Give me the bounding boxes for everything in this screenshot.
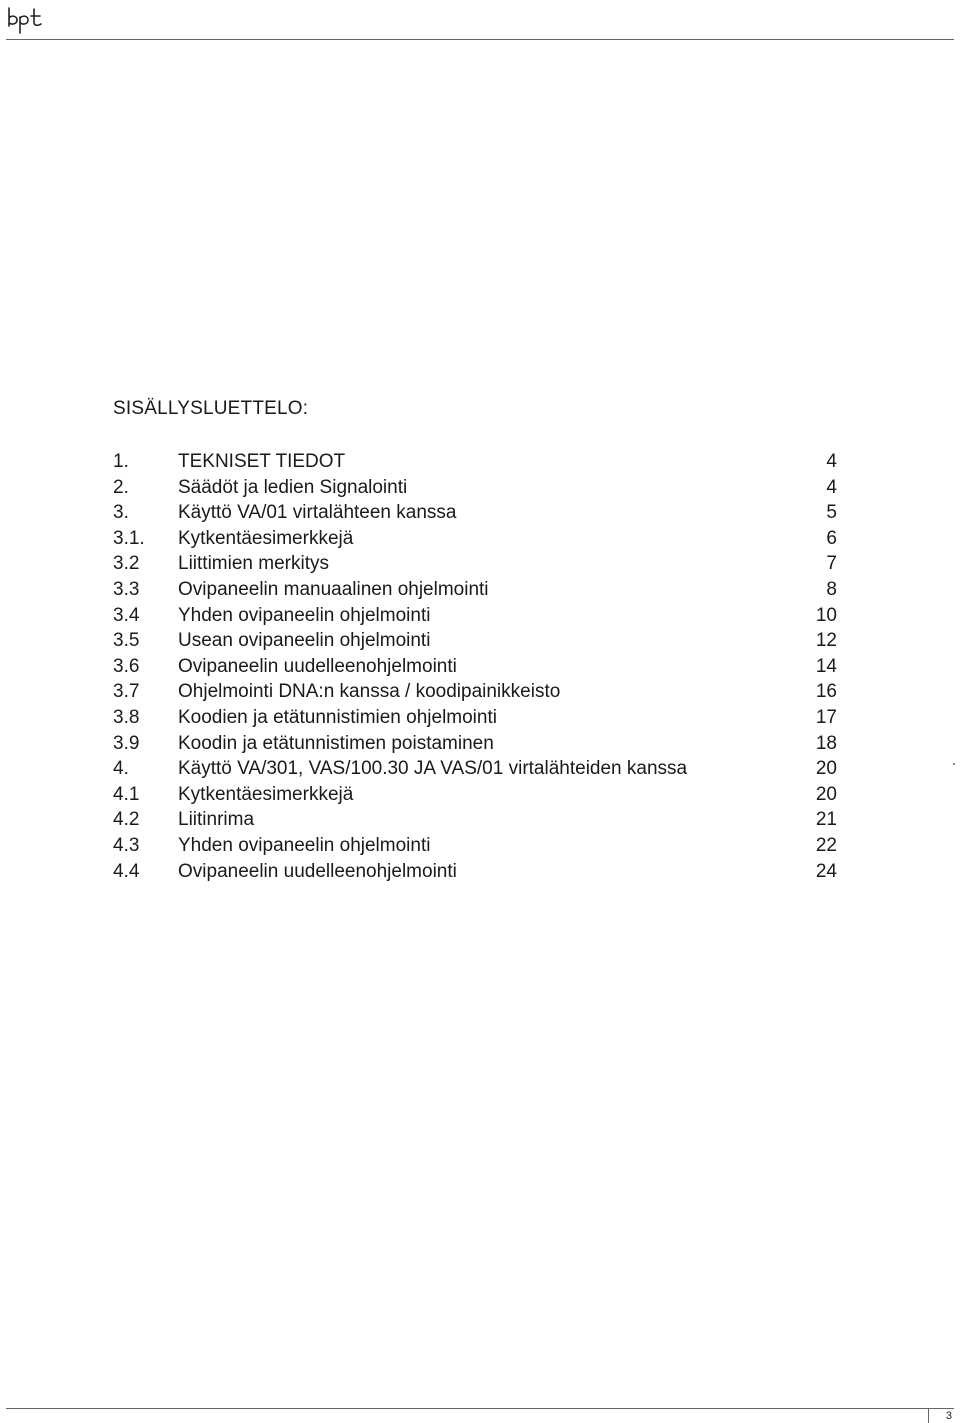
toc-entry-label: Käyttö VA/301, VAS/100.30 JA VAS/01 virtalähteiden kanssa (178, 758, 688, 780)
toc-entry (113, 705, 843, 731)
toc-entry-number: 3.5 (113, 630, 140, 652)
bpt-logo (6, 4, 46, 38)
toc-entry-page: 7 (826, 553, 837, 575)
toc-entry-label: Usean ovipaneelin ohjelmointi (178, 630, 431, 652)
toc-entry-page: 6 (826, 527, 837, 549)
toc-entry-number: 3.4 (113, 604, 140, 626)
toc-entry (113, 654, 843, 680)
toc-entry (113, 603, 843, 629)
toc-entry-page: 22 (815, 834, 837, 856)
page-number: 3 (945, 1410, 952, 1422)
toc-entry-page: 21 (815, 809, 837, 831)
toc-entry-label: TEKNISET TIEDOT (178, 451, 346, 472)
toc-entry-number: 3.7 (113, 681, 140, 703)
toc-entry-page: 20 (815, 758, 837, 780)
toc-entry-number: 3.6 (113, 655, 140, 677)
toc-entry-number: 3.8 (113, 706, 140, 728)
toc-entry (113, 756, 843, 782)
toc-entry (113, 526, 843, 552)
toc-entry-label: Koodien ja etätunnistimien ohjelmointi (178, 706, 497, 728)
toc-entry-page: 5 (826, 502, 837, 524)
footer-divider (6, 1408, 954, 1409)
toc-entry-label: Säädöt ja ledien Signalointi (178, 476, 408, 498)
toc-entry-number: 2. (113, 476, 129, 498)
toc-entry (113, 731, 843, 757)
toc-entry-label: Ovipaneelin uudelleenohjelmointi (178, 655, 457, 677)
toc-entry-number: 4.1 (113, 783, 140, 805)
toc-entry (113, 628, 843, 654)
toc-entry (113, 679, 843, 705)
toc-entry-page: 4 (826, 476, 837, 498)
toc-entry-page: 8 (826, 578, 837, 600)
toc-entry-number: 3.9 (113, 732, 140, 754)
toc-entry-page: 20 (815, 783, 837, 805)
header-divider (6, 39, 954, 40)
toc-entry (113, 807, 843, 833)
toc-entry-label: Liitinrima (178, 809, 255, 831)
toc-entry-label: Ovipaneelin manuaalinen ohjelmointi (178, 578, 489, 600)
toc-entry (113, 551, 843, 577)
toc-entry-number: 4.3 (113, 834, 140, 856)
toc-entry (113, 577, 843, 603)
toc-entry-page: 18 (815, 732, 837, 754)
toc-entry (113, 782, 843, 808)
toc-entry-page: 14 (815, 655, 837, 677)
toc-entry-page: 24 (815, 860, 837, 882)
toc-entry-label: Ohjelmointi DNA:n kanssa / koodipainikkeisto (178, 681, 561, 703)
toc-entry-page: 12 (815, 630, 837, 652)
margin-mark (953, 763, 955, 765)
toc-entry-label: Koodin ja etätunnistimen poistaminen (178, 732, 494, 754)
toc-entry-label: Yhden ovipaneelin ohjelmointi (178, 604, 431, 626)
toc-entry (113, 833, 843, 859)
toc-entry-number: 3.3 (113, 578, 140, 600)
toc-entry-label: Kytkentäesimerkkejä (178, 783, 354, 805)
bpt-logo-mark (6, 4, 46, 38)
toc-entry-label: Yhden ovipaneelin ohjelmointi (178, 834, 431, 856)
toc-entry-page: 4 (826, 451, 837, 472)
toc-entry (113, 475, 843, 501)
toc-entry-number: 3. (113, 502, 129, 524)
toc-entry-number: 1. (113, 451, 129, 472)
toc-entry-label: Liittimien merkitys (178, 553, 329, 575)
toc-entry (113, 500, 843, 526)
toc-entry-page: 17 (815, 706, 837, 728)
toc-entry-page: 10 (815, 604, 837, 626)
toc-entry-number: 4.4 (113, 860, 140, 882)
table-of-contents (113, 449, 843, 884)
toc-entry-number: 3.2 (113, 553, 140, 575)
toc-entry-number: 4.2 (113, 809, 140, 831)
toc-entry-number: 3.1. (113, 527, 145, 549)
toc-entry (113, 449, 843, 475)
toc-entry-label: Käyttö VA/01 virtalähteen kanssa (178, 502, 457, 524)
toc-entry-label: Kytkentäesimerkkejä (178, 527, 354, 549)
toc-entry-label: Ovipaneelin uudelleenohjelmointi (178, 860, 457, 882)
toc-entry-page: 16 (815, 681, 837, 703)
toc-entry (113, 859, 843, 885)
toc-title: SISÄLLYSLUETTELO: (113, 398, 309, 419)
footer-page-box-divider (928, 1408, 929, 1423)
toc-entry-number: 4. (113, 758, 129, 780)
